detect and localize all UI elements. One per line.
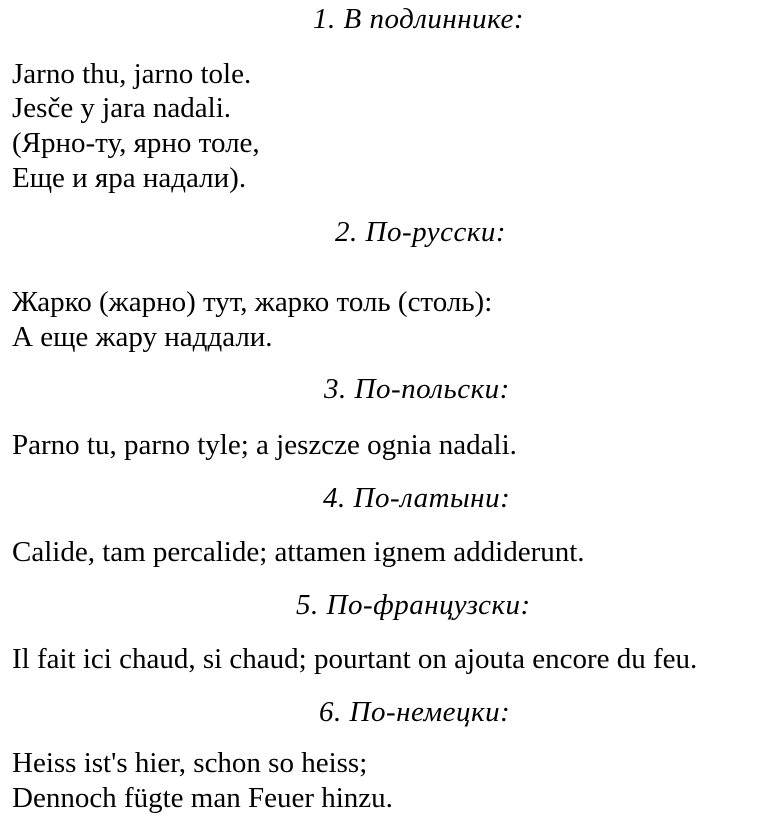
verse-line: Jesče y jara nadali. bbox=[12, 92, 232, 124]
verse-line: (Ярно-ту, ярно толе, bbox=[12, 127, 260, 159]
verse-line: А еще жару наддали. bbox=[12, 321, 273, 353]
verse-line: Calide, tam percalide; attamen ignem addiderunt. bbox=[12, 536, 585, 568]
section-heading-german: 6. По-немецки: bbox=[319, 696, 511, 728]
section-heading-french: 5. По-французски: bbox=[296, 589, 531, 621]
section-heading-polish: 3. По-польски: bbox=[324, 373, 510, 405]
verse-line: Heiss ist's hier, schon so heiss; bbox=[12, 747, 368, 779]
verse-line: Parno tu, parno tyle; a jeszcze ognia nadali. bbox=[12, 429, 517, 461]
verse-line: Il fait ici chaud, si chaud; pourtant on ajouta encore du feu. bbox=[12, 643, 698, 675]
verse-line: Еще и яра надали). bbox=[12, 162, 247, 194]
verse-line: Dennoch fügte man Feuer hinzu. bbox=[12, 782, 393, 814]
verse-line: Жарко (жарно) тут, жарко толь (столь): bbox=[12, 286, 493, 318]
verse-line: Jarno thu, jarno tole. bbox=[12, 58, 252, 90]
section-heading-original: 1. В подлиннике: bbox=[313, 3, 525, 35]
section-heading-russian: 2. По-русски: bbox=[335, 216, 507, 248]
section-heading-latin: 4. По-латыни: bbox=[323, 482, 511, 514]
